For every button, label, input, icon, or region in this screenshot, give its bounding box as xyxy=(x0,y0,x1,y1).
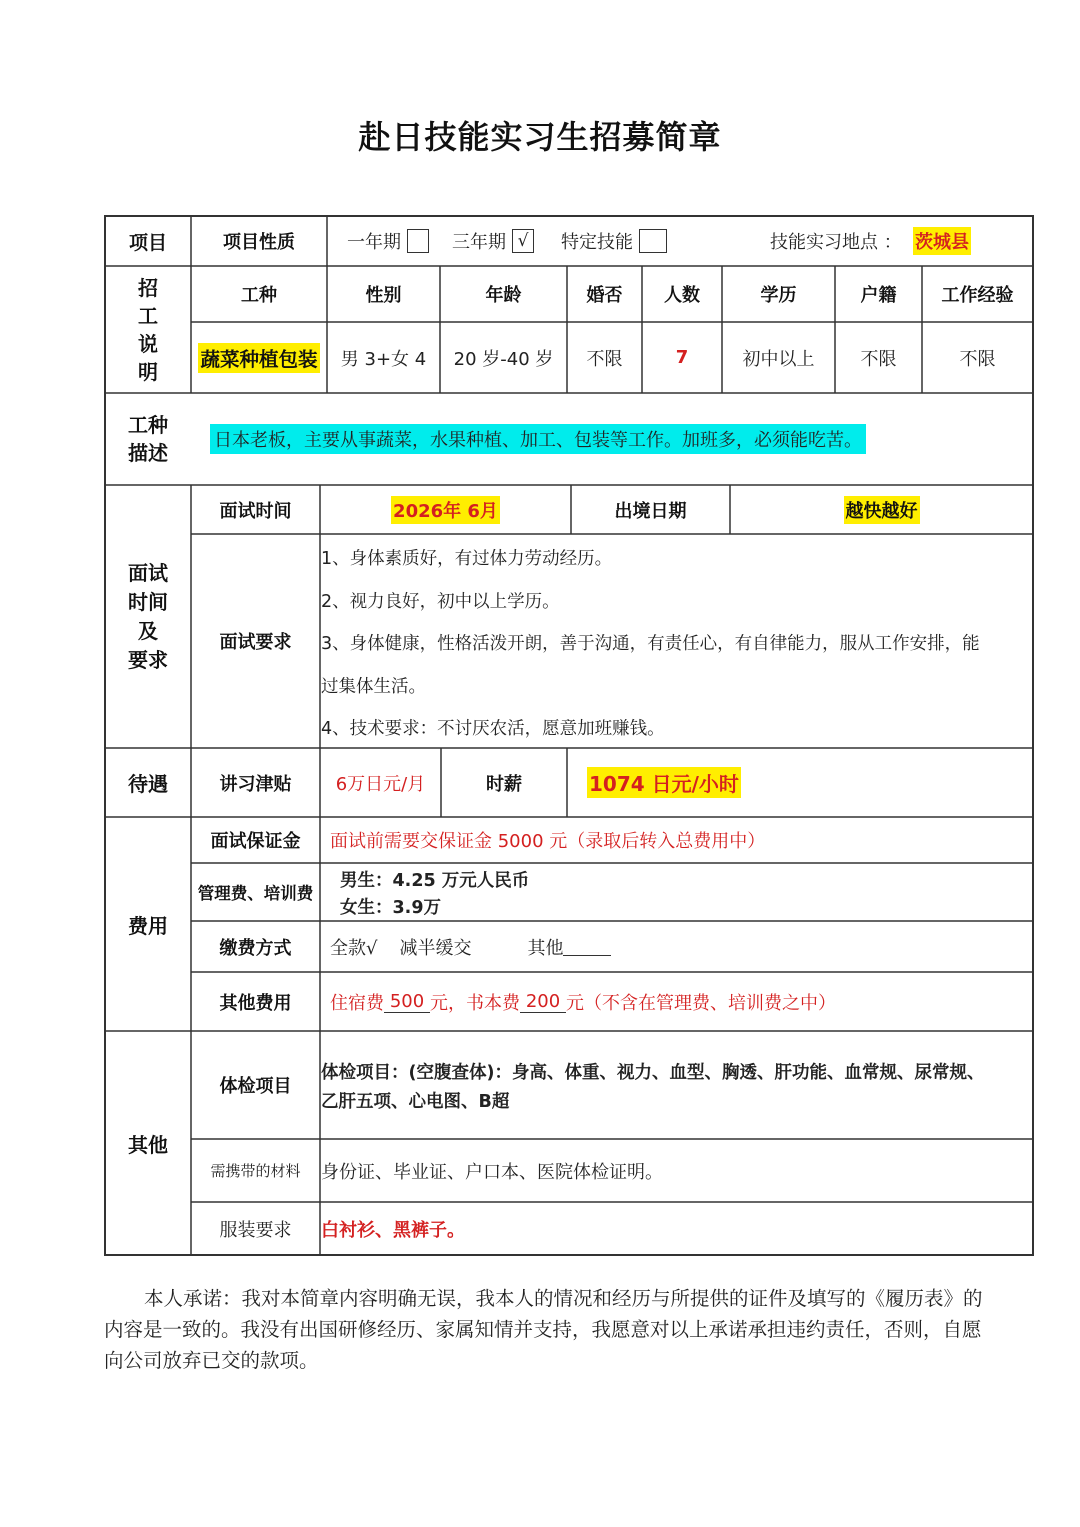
payment-options xyxy=(330,921,1030,972)
fees-label: 费用 xyxy=(128,913,168,938)
experience-value: 不限 xyxy=(959,348,996,370)
header-experience: 工作经验 xyxy=(941,285,1014,306)
checkbox-three-year[interactable]: √ xyxy=(512,229,534,253)
interview-time-value: 2026年 6月 xyxy=(391,496,500,524)
interview-req-label: 面试要求 xyxy=(219,632,292,653)
allowance-value: 6万日元/月 xyxy=(335,773,426,795)
other-fees-part: 元，书本费 xyxy=(430,992,520,1014)
education-value: 初中以上 xyxy=(742,348,815,370)
interview-time-wrap xyxy=(320,485,571,534)
other-fees-part: 元（不含在管理费、培训费之中） xyxy=(566,992,836,1014)
exam-line: 体检项目：(空腹查体)：身高、体重、视力、血型、胸透、肝功能、血常规、尿常规、 xyxy=(321,1063,985,1083)
job-desc-text: 日本老板，主要从事蔬菜，水果种植、加工、包装等工作。加班多，必须能吃苦。 xyxy=(210,424,866,454)
other-label: 其他 xyxy=(128,1132,168,1157)
payment-other-blank[interactable] xyxy=(563,937,611,956)
interview-label-line: 及 xyxy=(138,618,158,643)
age-value: 20 岁-40 岁 xyxy=(453,348,554,370)
pay-label: 待遇 xyxy=(128,772,168,796)
household-value: 不限 xyxy=(860,348,897,370)
materials-value: 身份证、毕业证、户口本、医院体检证明。 xyxy=(321,1161,663,1183)
recruit-label-char: 招 xyxy=(138,275,158,300)
project-nature-label: 项目性质 xyxy=(223,232,295,253)
departure-wrap xyxy=(730,485,1033,534)
header-count: 人数 xyxy=(664,285,700,306)
option-one-year-label: 一年期 xyxy=(347,232,401,253)
location-value-wrap xyxy=(913,216,1023,266)
payment-full[interactable]: 全款√ xyxy=(330,937,378,959)
option-one-year[interactable] xyxy=(347,216,447,266)
count-value: 7 xyxy=(675,347,689,368)
interview-req-item: 过集体生活。 xyxy=(321,677,426,697)
recruit-label-char: 工 xyxy=(138,303,158,328)
job-desc-label xyxy=(105,393,191,485)
job-desc-label-line: 工种 xyxy=(128,413,168,437)
other-fees-part: 住宿费 xyxy=(330,992,384,1014)
interview-req-item: 1、身体素质好，有过体力劳动经历。 xyxy=(321,549,613,569)
hourly-value: 1074 日元/小时 xyxy=(587,767,741,798)
interview-time-label: 面试时间 xyxy=(219,500,292,522)
hourly-label: 时薪 xyxy=(486,773,522,795)
other-fees-value xyxy=(330,972,1030,1031)
other-fees-label: 其他费用 xyxy=(219,992,292,1014)
header-education: 学历 xyxy=(760,285,797,306)
option-three-year-label: 三年期 xyxy=(452,232,506,253)
header-age: 年龄 xyxy=(485,285,522,306)
deposit-label: 面试保证金 xyxy=(210,831,301,852)
recruit-label xyxy=(105,266,191,393)
interview-label-line: 时间 xyxy=(128,589,168,614)
book-fee-value: 200 xyxy=(520,991,566,1013)
exam-line: 乙肝五项、心电图、B超 xyxy=(321,1092,510,1112)
mgmt-female: 女生：3.9万 xyxy=(340,898,442,918)
job-type-wrap xyxy=(191,322,327,393)
recruit-label-char: 明 xyxy=(138,359,158,384)
header-household: 户籍 xyxy=(860,285,897,306)
interview-label-line: 面试 xyxy=(128,560,168,585)
location-label: 技能实习地点 ： xyxy=(770,232,902,253)
interview-label-line: 要求 xyxy=(128,647,168,672)
interview-label xyxy=(105,485,191,748)
job-type-value: 蔬菜种植包装 xyxy=(198,343,319,373)
page-title: 赴日技能实习生招募简章 xyxy=(358,118,722,156)
departure-value: 越快越好 xyxy=(844,496,920,524)
mgmt-male: 男生：4.25 万元人民币 xyxy=(340,871,530,891)
marital-value: 不限 xyxy=(586,348,623,370)
interview-req-item: 3、身体健康，性格活泼开朗，善于沟通，有责任心，有自律能力，服从工作安排，能 xyxy=(321,634,980,654)
mgmt-label: 管理费、培训费 xyxy=(197,884,314,903)
checkbox-special[interactable] xyxy=(639,229,667,253)
promise-paragraph: 本人承诺：我对本简章内容明确无误，我本人的情况和经历与所提供的证件及填写的《履历表》的内容是一致的。我没有出国研修经历、家属知情并支持，我愿意对以上承诺承担违约责任，否则，自愿向公司放弃已交的款项。 xyxy=(104,1287,983,1372)
interview-req-item: 2、视力良好，初中以上学历。 xyxy=(321,592,560,612)
project-label: 项目 xyxy=(128,231,167,254)
option-special-label: 特定技能 xyxy=(561,232,633,253)
payment-half[interactable]: 减半缓交 xyxy=(399,937,472,959)
header-job-type: 工种 xyxy=(241,285,277,306)
gender-value: 男 3+女 4 xyxy=(340,348,427,370)
dress-value: 白衬衫、黑裤子。 xyxy=(321,1219,465,1241)
job-desc-label-line: 描述 xyxy=(128,441,168,465)
payment-other[interactable]: 其他 xyxy=(527,937,564,959)
location-value: 茨城县 xyxy=(913,227,971,255)
deposit-value: 面试前需要交保证金 5000 元（录取后转入总费用中） xyxy=(330,831,766,852)
departure-label: 出境日期 xyxy=(614,500,687,522)
interview-req-item: 4、技术要求：不讨厌农活，愿意加班赚钱。 xyxy=(321,719,665,739)
header-marital: 婚否 xyxy=(586,285,623,306)
header-gender: 性别 xyxy=(365,285,402,306)
checkbox-one-year[interactable] xyxy=(407,229,429,253)
option-three-year[interactable] xyxy=(452,216,552,266)
lodging-fee-value: 500 xyxy=(384,991,430,1013)
recruit-label-char: 说 xyxy=(138,331,158,356)
dress-label: 服装要求 xyxy=(219,1219,292,1241)
payment-label: 缴费方式 xyxy=(219,937,292,959)
option-special[interactable] xyxy=(561,216,691,266)
hourly-wrap xyxy=(587,748,887,817)
materials-label: 需携带的材料 xyxy=(210,1162,301,1180)
allowance-label: 讲习津贴 xyxy=(219,773,292,795)
job-desc-wrap xyxy=(210,393,1030,485)
exam-label: 体检项目 xyxy=(219,1076,292,1097)
